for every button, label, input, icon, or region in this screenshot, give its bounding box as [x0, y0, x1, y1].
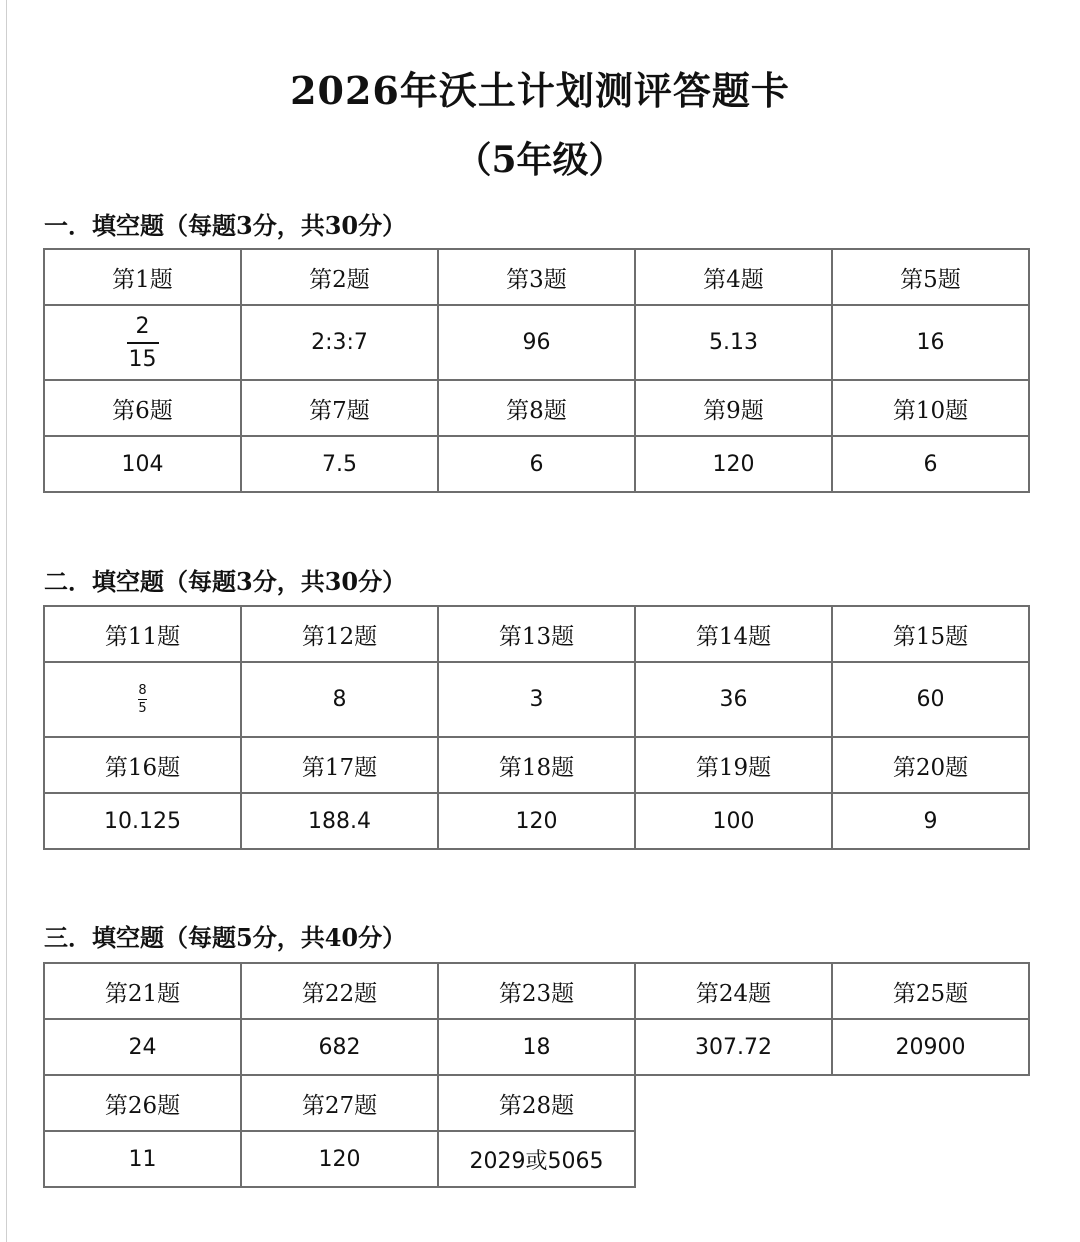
empty-cell [832, 1131, 1029, 1187]
question-label: 第14题 [635, 606, 832, 662]
question-label: 第6题 [44, 380, 241, 436]
answer-cell: 104 [44, 436, 241, 492]
answer-row [44, 1019, 1029, 1075]
fraction-answer [127, 314, 159, 372]
answer-cell: 120 [635, 436, 832, 492]
answer-row [44, 436, 1029, 492]
answer-cell: 20900 [832, 1019, 1029, 1075]
fraction-bar [127, 342, 159, 344]
question-label: 第7题 [241, 380, 438, 436]
answer-cell: 2:3:7 [241, 305, 438, 380]
answer-cell: 188.4 [241, 793, 438, 849]
question-label-row [44, 606, 1029, 662]
answer-cell: 3 [438, 662, 635, 737]
answer-cell: 7.5 [241, 436, 438, 492]
answer-cell-q11 [44, 662, 241, 737]
answer-row [44, 662, 1029, 737]
answer-cell: 120 [241, 1131, 438, 1187]
question-label-row [44, 1075, 1029, 1131]
answer-row [44, 1131, 1029, 1187]
question-label: 第13题 [438, 606, 635, 662]
empty-cell [832, 1075, 1029, 1131]
question-label: 第21题 [44, 963, 241, 1019]
page-title: 2026年沃土计划测评答题卡 [290, 68, 790, 113]
question-label: 第10题 [832, 380, 1029, 436]
answer-cell: 96 [438, 305, 635, 380]
question-label: 第22题 [241, 963, 438, 1019]
question-label: 第5题 [832, 249, 1029, 305]
answer-cell: 11 [44, 1131, 241, 1187]
empty-cell [635, 1131, 832, 1187]
question-label: 第11题 [44, 606, 241, 662]
question-label: 第26题 [44, 1075, 241, 1131]
question-label-row [44, 249, 1029, 305]
question-label: 第24题 [635, 963, 832, 1019]
answer-cell: 6 [438, 436, 635, 492]
question-label: 第1题 [44, 249, 241, 305]
question-label: 第16题 [44, 737, 241, 793]
question-label: 第12题 [241, 606, 438, 662]
answer-cell: 120 [438, 793, 635, 849]
question-label: 第25题 [832, 963, 1029, 1019]
empty-cell [635, 1075, 832, 1131]
page-subtitle: （5年级） [455, 139, 625, 181]
question-label: 第15题 [832, 606, 1029, 662]
page-edge-line [6, 0, 7, 1242]
answer-table-3 [43, 962, 1030, 1188]
answer-row [44, 305, 1029, 380]
answer-cell: 24 [44, 1019, 241, 1075]
answer-cell: 18 [438, 1019, 635, 1075]
answer-table-2 [43, 605, 1030, 850]
answer-cell: 16 [832, 305, 1029, 380]
question-label: 第3题 [438, 249, 635, 305]
answer-cell: 6 [832, 436, 1029, 492]
answer-cell: 9 [832, 793, 1029, 849]
answer-cell: 10.125 [44, 793, 241, 849]
question-label-row [44, 380, 1029, 436]
question-label: 第19题 [635, 737, 832, 793]
answer-cell: 100 [635, 793, 832, 849]
answer-cell: 307.72 [635, 1019, 832, 1075]
section-3-heading: 三．填空题（每题5分，共40分） [44, 923, 407, 952]
answer-cell: 8 [241, 662, 438, 737]
answer-cell: 5.13 [635, 305, 832, 380]
question-label: 第20题 [832, 737, 1029, 793]
answer-cell-q1 [44, 305, 241, 380]
question-label: 第28题 [438, 1075, 635, 1131]
fraction-answer [138, 683, 146, 716]
answer-cell: 2029或5065 [438, 1131, 635, 1187]
question-label-row [44, 737, 1029, 793]
question-label: 第2题 [241, 249, 438, 305]
question-label: 第9题 [635, 380, 832, 436]
question-label: 第8题 [438, 380, 635, 436]
answer-table-1 [43, 248, 1030, 493]
fraction-bar [138, 699, 146, 700]
answer-cell: 36 [635, 662, 832, 737]
answer-cell: 682 [241, 1019, 438, 1075]
section-1-heading: 一．填空题（每题3分，共30分） [44, 211, 407, 240]
fraction-denominator: 5 [138, 701, 147, 716]
question-label: 第23题 [438, 963, 635, 1019]
question-label-row [44, 963, 1029, 1019]
section-2-heading: 二．填空题（每题3分，共30分） [44, 567, 407, 596]
question-label: 第18题 [438, 737, 635, 793]
answer-row [44, 793, 1029, 849]
answer-cell: 60 [832, 662, 1029, 737]
fraction-denominator: 15 [128, 346, 157, 372]
question-label: 第27题 [241, 1075, 438, 1131]
question-label: 第17题 [241, 737, 438, 793]
fraction-numerator: 8 [138, 683, 147, 698]
fraction-numerator: 2 [135, 313, 150, 339]
question-label: 第4题 [635, 249, 832, 305]
